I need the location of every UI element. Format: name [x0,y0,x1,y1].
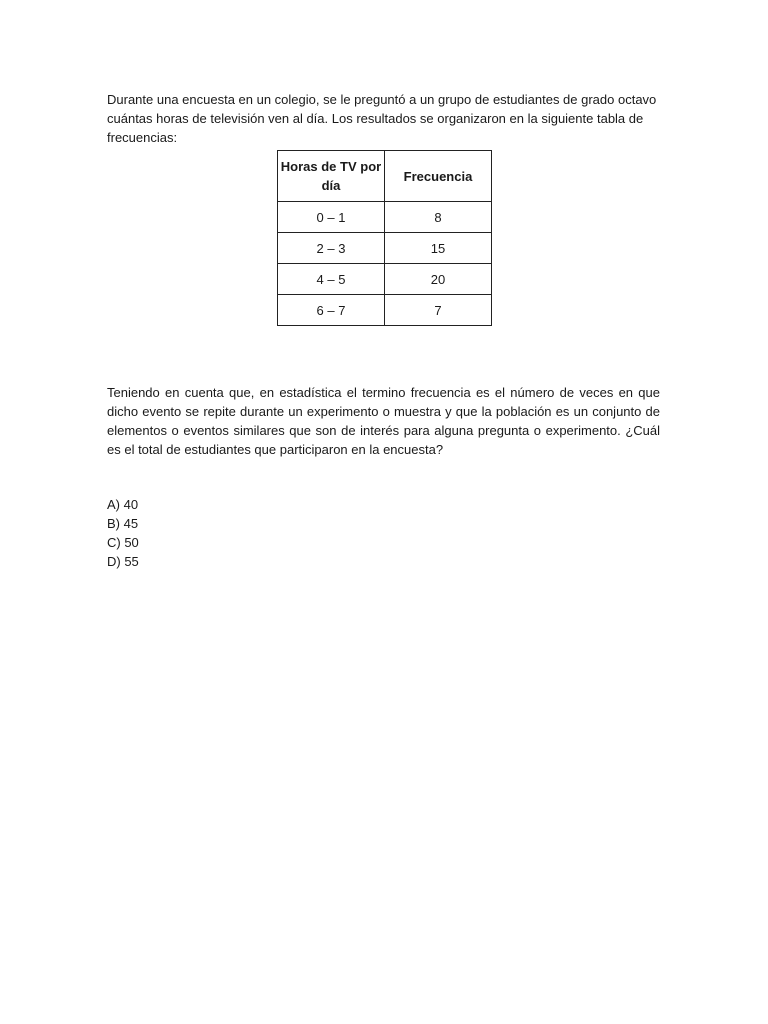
table-row [278,295,492,326]
cell-frequency: 15 [385,233,492,264]
table-row [278,233,492,264]
cell-frequency: 7 [385,295,492,326]
table-row [278,264,492,295]
cell-frequency: 8 [385,202,492,233]
header-hours: Horas de TV por día [278,151,385,202]
cell-frequency: 20 [385,264,492,295]
cell-hours: 6 – 7 [278,295,385,326]
header-frequency: Frecuencia [385,151,492,202]
option-c: C) 50 [107,535,139,550]
answer-options [107,495,660,571]
document-page [107,90,660,584]
question-paragraph: Teniendo en cuenta que, en estadística el termino frecuencia es el número de veces en que dicho evento se repite durante un experimento o muestra y que la población es un conjunto de elementos o eventos similares que son de interés para alguna pregunta o experimento. ¿Cuál es el total de estudiantes que participaron en la encuesta? [107,385,660,457]
table-row [278,202,492,233]
intro-paragraph: Durante una encuesta en un colegio, se le preguntó a un grupo de estudiantes de grado octavo cuántas horas de televisión ven al día. Los resultados se organizaron en la siguiente tabla de frecuencias: [107,92,657,145]
option-a: A) 40 [107,497,139,512]
option-d: D) 55 [107,554,139,569]
frequency-table [277,150,492,326]
cell-hours: 0 – 1 [278,202,385,233]
table-header-row [278,151,492,202]
cell-hours: 2 – 3 [278,233,385,264]
cell-hours: 4 – 5 [278,264,385,295]
option-b: B) 45 [107,516,139,531]
